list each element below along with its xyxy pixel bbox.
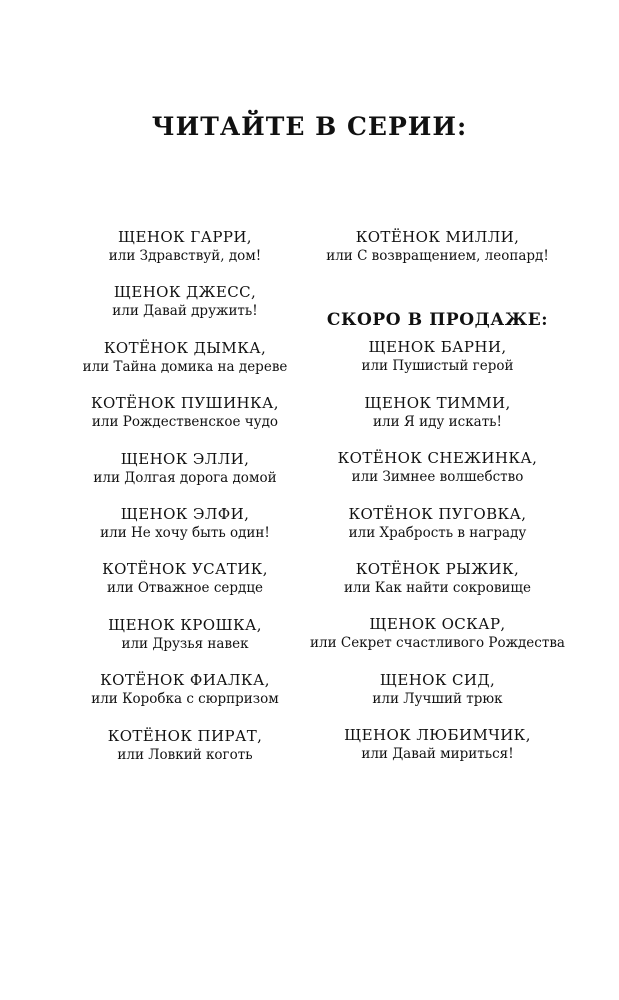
book-entry	[55, 339, 315, 394]
book-subtitle: или Зимнее волшебство	[351, 469, 524, 486]
book-entry	[305, 615, 570, 670]
book-title: ЩЕНОК ДЖЕСС,	[113, 283, 257, 302]
book-subtitle: или Как найти сокровище	[344, 579, 531, 596]
book-subtitle: или Я иду искать!	[373, 413, 502, 430]
right-column	[305, 228, 570, 782]
book-subtitle: или Пушистый герой	[361, 358, 514, 375]
book-subtitle: или Коробка с сюрпризом	[91, 691, 279, 708]
book-entry	[305, 394, 570, 449]
book-subtitle: или Секрет счастливого Рождества	[310, 635, 565, 652]
book-subtitle: или Рождественское чудо	[91, 414, 279, 431]
coming-soon-heading: СКОРО В ПРОДАЖЕ:	[326, 310, 549, 331]
book-entry	[55, 727, 315, 782]
book-subtitle: или С возвращением, леопард!	[326, 248, 549, 264]
book-subtitle: или Лучший трюк	[372, 690, 503, 707]
book-subtitle: или Ловкий коготь	[117, 746, 253, 763]
book-title: КОТЁНОК РЫЖИК,	[355, 559, 520, 578]
book-subtitle: или Давай дружить!	[112, 303, 258, 320]
left-column	[55, 228, 315, 782]
book-subtitle: или Давай мириться!	[361, 746, 514, 763]
book-entry	[55, 394, 315, 449]
book-title: КОТЁНОК ДЫМКА,	[103, 338, 267, 357]
book-entry	[305, 338, 570, 393]
book-subtitle: или Не хочу быть один!	[100, 524, 270, 541]
book-title: ЩЕНОК ЛЮБИМЧИК,	[344, 726, 531, 745]
book-title: КОТЁНОК ФИАЛКА,	[100, 671, 270, 690]
book-entry	[305, 560, 570, 615]
book-subtitle: или Отважное сердце	[106, 580, 264, 597]
page-heading: ЧИТАЙТЕ В СЕРИИ:	[151, 112, 468, 141]
book-title: ЩЕНОК СИД,	[379, 670, 496, 689]
book-title: КОТЁНОК ПУГОВКА,	[348, 504, 527, 523]
book-subtitle: или Здравствуй, дом!	[108, 248, 262, 264]
book-entry	[55, 283, 315, 338]
book-subtitle: или Долгая дорога домой	[93, 469, 277, 486]
book-entry	[305, 726, 570, 781]
book-title: ЩЕНОК КРОШКА,	[108, 615, 262, 634]
book-entry	[55, 505, 315, 560]
book-entry	[55, 671, 315, 726]
book-title: КОТЁНОК МИЛЛИ,	[355, 228, 520, 246]
book-title: КОТЁНОК СНЕЖИНКА,	[337, 449, 538, 468]
book-entry	[55, 616, 315, 671]
book-entry	[305, 449, 570, 504]
book-title: ЩЕНОК ТИММИ,	[364, 393, 511, 412]
book-subtitle: или Храбрость в награду	[348, 524, 527, 541]
book-title: ЩЕНОК ЭЛЛИ,	[120, 449, 250, 468]
book-entry	[55, 228, 315, 283]
book-entry	[305, 671, 570, 726]
book-entry	[305, 505, 570, 560]
book-title: КОТЁНОК ПИРАТ,	[107, 726, 263, 745]
book-entry	[305, 228, 570, 283]
book-title: КОТЁНОК ПУШИНКА,	[91, 394, 279, 413]
book-title: ЩЕНОК ОСКАР,	[369, 615, 506, 634]
book-subtitle: или Друзья навек	[121, 635, 249, 652]
book-title: ЩЕНОК ГАРРИ,	[118, 228, 252, 246]
book-subtitle: или Тайна домика на дереве	[82, 358, 288, 375]
book-entry	[55, 450, 315, 505]
book-entry	[55, 560, 315, 615]
book-title: ЩЕНОК БАРНИ,	[368, 338, 507, 357]
book-title: КОТЁНОК УСАТИК,	[102, 560, 268, 579]
book-title: ЩЕНОК ЭЛФИ,	[120, 504, 250, 523]
